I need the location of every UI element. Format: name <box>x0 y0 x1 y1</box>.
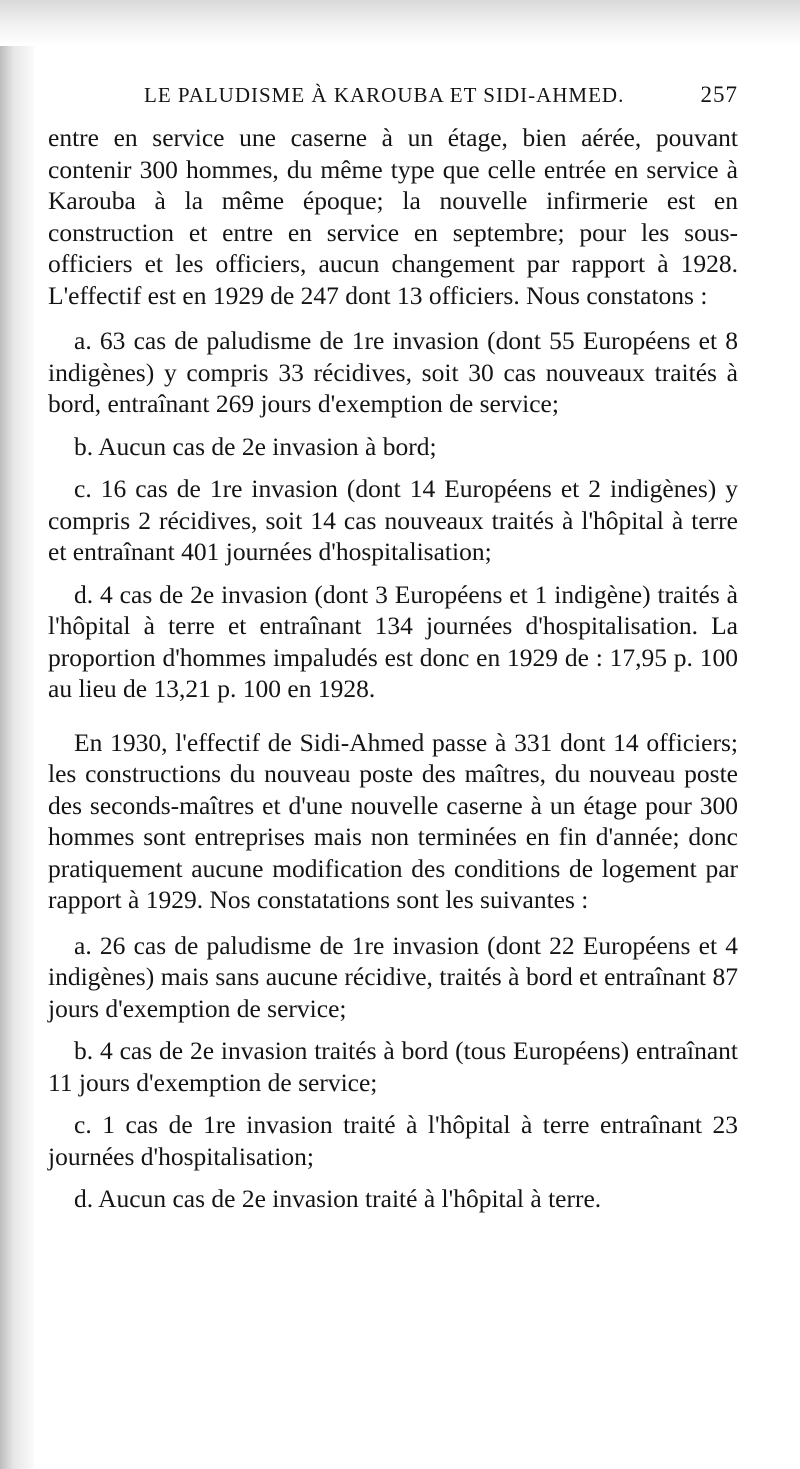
list-item-1930-c: c. 1 cas de 1re invasion traité à l'hôpital à terre entraînant 23 journées d'hospitalisation; <box>48 1110 738 1171</box>
scan-edge-shadow <box>0 0 34 1469</box>
page-number: 257 <box>700 82 738 107</box>
paragraph-1930-intro: En 1930, l'effectif de Sidi-Ahmed passe à 331 dont 14 officiers; les constructions du nouveau poste des maîtres, du nouveau poste des seconds-maîtres et d'une nouvelle caserne à un étage pour 300 hommes sont entreprises mais non terminées en fin d'année; donc pratiquement aucune modification des conditions de logement par rapport à 1929. Nos constatations sont les suivantes : <box>48 727 738 914</box>
list-item-1929-a: a. 63 cas de paludisme de 1re invasion (dont 55 Européens et 8 indigènes) y compris 33 récidives, soit 30 cas nouveaux traités à bord, entraînant 269 jours d'exemption de service; <box>48 326 738 418</box>
list-item-1930-b: b. 4 cas de 2e invasion traités à bord (tous Européens) entraînant 11 jours d'exemption de service; <box>48 1036 738 1097</box>
book-page <box>48 82 738 1215</box>
scan-top-shadow <box>0 0 800 46</box>
running-head <box>48 82 738 122</box>
list-item-1930-d: d. Aucun cas de 2e invasion traité à l'hôpital à terre. <box>74 1184 602 1213</box>
paragraph-1929-intro: entre en service une caserne à un étage, bien aérée, pouvant contenir 300 hommes, du même type que celle entrée en service à Karouba à la même époque; la nouvelle infirmerie est en construction et entre en service en septembre; pour les sous-officiers et les officiers, aucun changement par rapport à 1928. L'effectif est en 1929 de 247 dont 13 officiers. Nous constatons : <box>48 123 738 310</box>
list-item-1929-d: d. 4 cas de 2e invasion (dont 3 Européens et 1 indigène) traités à l'hôpital à terre et entraînant 134 journées d'hospitalisation. La proportion d'hommes impaludés est donc en 1929 de : 17,95 p. 100 au lieu de 13,21 p. 100 en 1928. <box>48 579 738 703</box>
list-item-1930-a: a. 26 cas de paludisme de 1re invasion (dont 22 Européens et 4 indigènes) mais sans aucune récidive, traités à bord et entraînant 87 jours d'exemption de service; <box>48 930 738 1023</box>
list-item-1929-c: c. 16 cas de 1re invasion (dont 14 Européens et 2 indigènes) y compris 2 récidives, soit 14 cas nouveaux traités à l'hôpital à terre et entraînant 401 journées d'hospitalisation; <box>48 474 738 566</box>
running-title: LE PALUDISME À KAROUBA ET SIDI-AHMED. <box>144 83 625 107</box>
list-item-1929-b: b. Aucun cas de 2e invasion à bord; <box>74 431 437 461</box>
